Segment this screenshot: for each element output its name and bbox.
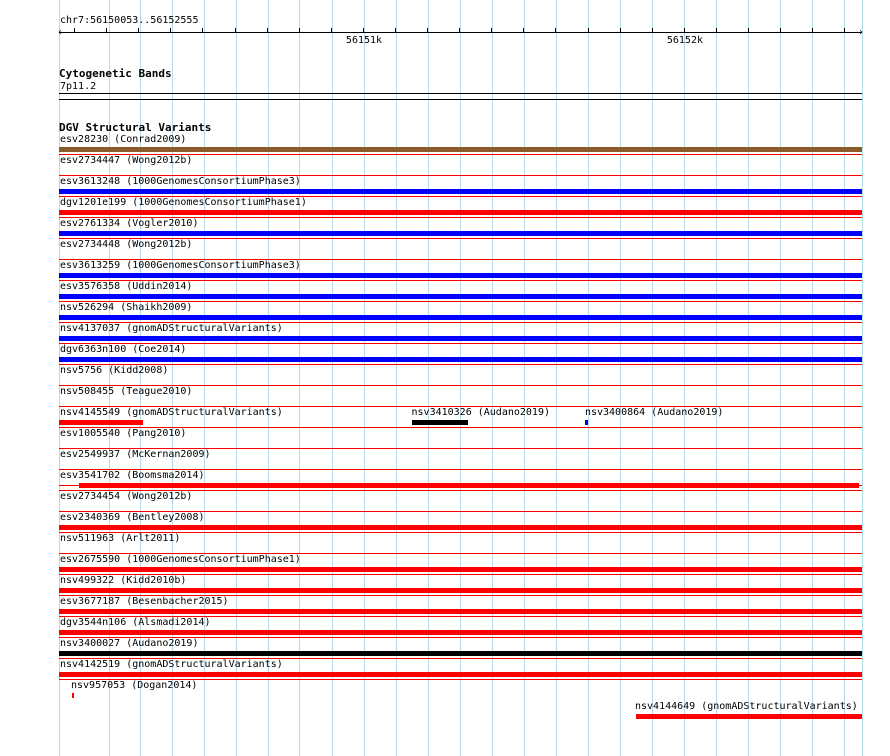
variant-bar[interactable] [59, 315, 862, 320]
variant-label[interactable]: esv1005540 (Pang2010) [60, 428, 187, 439]
gridline [268, 0, 269, 756]
gridline [812, 0, 813, 756]
ruler-tick [363, 28, 364, 33]
variant-label[interactable]: dgv6363n100 (Coe2014) [60, 344, 187, 355]
ruler-tick [491, 28, 492, 33]
gridline [588, 0, 589, 756]
ruler-tick-label: 56151k [345, 35, 383, 46]
gridline [299, 0, 300, 756]
variant-label[interactable]: esv3541702 (Boomsma2014) [60, 470, 205, 481]
variant-bar[interactable] [412, 420, 468, 425]
ruler-tick [748, 28, 749, 33]
gridline [460, 0, 461, 756]
gridline [524, 0, 525, 756]
gridline [332, 0, 333, 756]
gridline [652, 0, 653, 756]
variant-label[interactable]: esv28230 (Conrad2009) [60, 134, 187, 145]
cytoband-track-title[interactable]: Cytogenetic Bands [59, 67, 172, 80]
ruler-tick [138, 28, 139, 33]
ruler-tick [652, 28, 653, 33]
ruler-tick [267, 28, 268, 33]
row-separator [59, 364, 862, 365]
variant-label[interactable]: nsv3400864 (Audano2019) [584, 407, 724, 418]
variant-bar[interactable] [585, 420, 588, 425]
ruler-tick [235, 28, 236, 33]
variant-label[interactable]: esv2761334 (Vogler2010) [60, 218, 199, 229]
variant-label[interactable]: esv3576358 (Uddin2014) [60, 281, 193, 292]
ruler-tick [555, 28, 556, 33]
variant-bar[interactable] [59, 210, 862, 215]
variant-label[interactable]: esv3677187 (Besenbacher2015) [60, 596, 229, 607]
variant-label[interactable]: nsv526294 (Shaikh2009) [60, 302, 193, 313]
variant-label[interactable]: esv2734448 (Wong2012b) [60, 239, 193, 250]
ruler-location: chr7:56150053..56152555 [60, 15, 199, 26]
variant-bar[interactable] [59, 630, 862, 635]
gridline [556, 0, 557, 756]
variant-label[interactable]: dgv1201e199 (1000GenomesConsortiumPhase1) [60, 197, 307, 208]
variant-bar[interactable] [59, 567, 862, 572]
cytoband-top-line [59, 93, 862, 94]
variant-bar[interactable] [59, 147, 862, 152]
ruler-tick [523, 28, 524, 33]
ruler-tick [331, 28, 332, 33]
variant-bar[interactable] [59, 525, 862, 530]
variant-bar[interactable] [59, 189, 862, 194]
variant-label[interactable]: nsv511963 (Arlt2011) [60, 533, 181, 544]
gridline [204, 0, 205, 756]
variant-bar[interactable] [72, 693, 74, 698]
variant-label[interactable]: nsv957053 (Dogan2014) [71, 680, 198, 691]
gridline [492, 0, 493, 756]
ruler-tick [459, 28, 460, 33]
variant-bar[interactable] [59, 672, 862, 677]
ruler-tick [620, 28, 621, 33]
ruler-tick [588, 28, 589, 33]
ruler-tick [780, 28, 781, 33]
ruler-line [59, 32, 862, 33]
variant-label[interactable]: esv2340369 (Bentley2008) [60, 512, 205, 523]
variant-bar[interactable] [59, 357, 862, 362]
variant-label[interactable]: nsv3400027 (Audano2019) [60, 638, 199, 649]
ruler-tick [202, 28, 203, 33]
ruler-tick [844, 28, 845, 33]
ruler-tick-label: 56152k [666, 35, 703, 46]
variant-label[interactable]: esv3613259 (1000GenomesConsortiumPhase3) [60, 260, 301, 271]
gridline [620, 0, 621, 756]
variant-bar[interactable] [59, 336, 862, 341]
variant-label[interactable]: esv3613248 (1000GenomesConsortiumPhase3) [60, 176, 301, 187]
variant-bar[interactable] [59, 273, 862, 278]
ruler-left-arrow-icon: ‹ [57, 27, 64, 38]
variant-label[interactable]: nsv4137037 (gnomADStructuralVariants) [60, 323, 283, 334]
ruler-tick [299, 28, 300, 33]
gridline [396, 0, 397, 756]
variant-bar[interactable] [59, 231, 862, 236]
ruler-tick [427, 28, 428, 33]
variant-label[interactable]: nsv4144649 (gnomADStructuralVariants) [635, 701, 858, 712]
gridline [364, 0, 365, 756]
gridline [428, 0, 429, 756]
variant-whisker [59, 485, 862, 486]
gridline [748, 0, 749, 756]
ruler-tick [684, 28, 685, 33]
gridline [862, 0, 863, 756]
cytoband-label: 7p11.2 [60, 81, 97, 92]
dgv-track-title[interactable]: DGV Structural Variants [59, 121, 212, 134]
variant-bar[interactable] [59, 609, 862, 614]
ruler-right-arrow-icon: › [857, 27, 864, 38]
cytoband-bottom-line [59, 99, 862, 100]
variant-bar[interactable] [59, 651, 862, 656]
gridline [844, 0, 845, 756]
variant-bar[interactable] [59, 294, 862, 299]
variant-label[interactable]: nsv4142519 (gnomADStructuralVariants) [60, 659, 283, 670]
gridline [780, 0, 781, 756]
variant-label[interactable]: esv2734454 (Wong2012b) [60, 491, 193, 502]
ruler[interactable] [59, 28, 862, 38]
ruler-tick [74, 28, 75, 33]
variant-bar[interactable] [636, 714, 862, 719]
variant-label[interactable]: dgv3544n106 (Alsmadi2014) [60, 617, 211, 628]
variant-bar[interactable] [59, 420, 143, 425]
variant-label[interactable]: esv2675590 (1000GenomesConsortiumPhase1) [60, 554, 301, 565]
variant-label[interactable]: esv2549937 (McKernan2009) [60, 449, 211, 460]
ruler-tick [395, 28, 396, 33]
gridline [716, 0, 717, 756]
ruler-tick [812, 28, 813, 33]
ruler-tick [716, 28, 717, 33]
ruler-tick [170, 28, 171, 33]
variant-label[interactable]: esv2734447 (Wong2012b) [60, 155, 193, 166]
variant-label[interactable]: nsv3410326 (Audano2019) [411, 407, 550, 418]
variant-label[interactable]: nsv499322 (Kidd2010b) [60, 575, 187, 586]
ruler-tick [106, 28, 107, 33]
variant-bar[interactable] [59, 588, 862, 593]
variant-label[interactable]: nsv508455 (Teague2010) [60, 386, 193, 397]
gridline [684, 0, 685, 756]
gridline [236, 0, 237, 756]
variant-label[interactable]: nsv4145549 (gnomADStructuralVariants) [60, 407, 283, 418]
variant-label[interactable]: nsv5756 (Kidd2008) [60, 365, 169, 376]
